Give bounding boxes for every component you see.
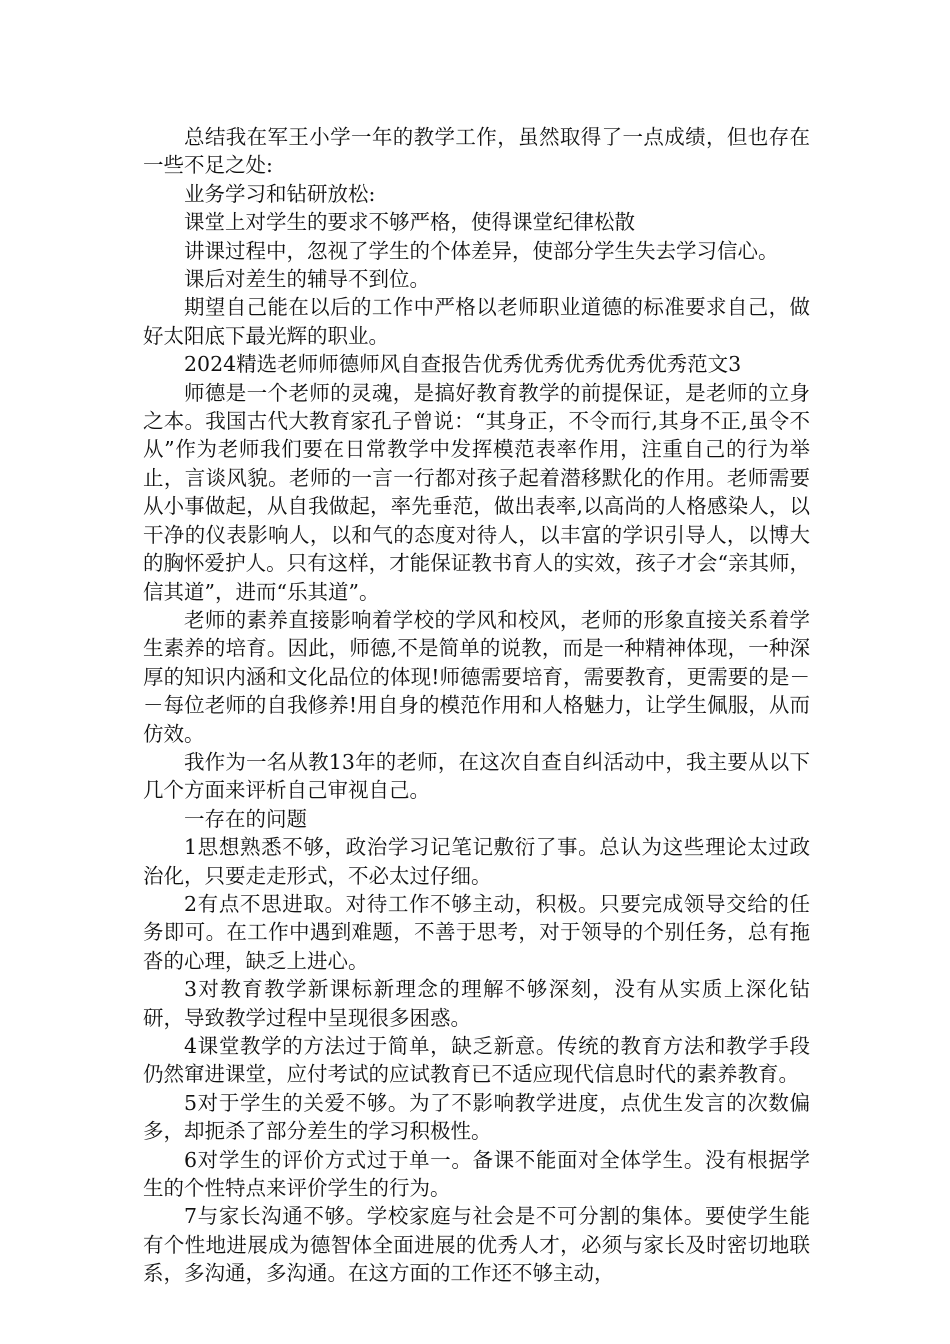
list-item-6: 6对学生的评价方式过于单一。备课不能面对全体学生。没有根据学生的个性特点来评价学生的行为。 bbox=[143, 1147, 810, 1201]
section-heading: 2024精选老师师德师风自查报告优秀优秀优秀优秀优秀范文3 bbox=[184, 352, 742, 377]
subheading-problems: 一存在的问题 bbox=[184, 806, 307, 831]
list-item-7: 7与家长沟通不够。学校家庭与社会是不可分割的集体。要使学生能有个性地进展成为德智体全面进展的优秀人才，必须与家长及时密切地联系，多沟通，多沟通。在这方面的工作还不够主动， bbox=[143, 1204, 810, 1286]
list-item-4: 4课堂教学的方法过于简单，缺乏新意。传统的教育方法和教学手段仍然窜进课堂，应付考试的应试教育已不适应现代信息时代的素养教育。 bbox=[143, 1034, 810, 1087]
list-item-3: 3对教育教学新课标新理念的理解不够深刻，没有从实质上深化钻研，导致教学过程中呈现很多困惑。 bbox=[143, 977, 810, 1030]
paragraph-6: 期望自己能在以后的工作中严格以老师职业道德的标准要求自己，做好太阳底下最光辉的职业。 bbox=[143, 295, 810, 348]
paragraph-10: 我作为一名从教13年的老师，在这次自查自纠活动中，我主要从以下几个方面来评析自己审视自己。 bbox=[143, 749, 810, 803]
list-item-1: 1思想熟悉不够，政治学习记笔记敷衍了事。总认为这些理论太过政治化，只要走走形式，不必太过仔细。 bbox=[143, 835, 810, 888]
paragraph-2: 业务学习和钻研放松: bbox=[184, 181, 376, 206]
paragraph-5: 课后对差生的辅导不到位。 bbox=[184, 267, 430, 292]
paragraph-1: 总结我在军王小学一年的教学工作，虽然取得了一点成绩，但也存在一些不足之处: bbox=[143, 125, 810, 178]
paragraph-9: 老师的素养直接影响着学校的学风和校风，老师的形象直接关系着学生素养的培育。因此，师德,不是简单的说教，而是一种精神体现，一种深厚的知识内涵和文化品位的体现!师德需要培育，需要教育，更需要的是－－每位老师的自我修养!用自身的模范作用和人格魅力，让学生佩服，从而仿效。 bbox=[143, 607, 810, 746]
list-item-5: 5对于学生的关爱不够。为了不影响教学进度，点优生发言的次数偏多，却扼杀了部分差生的学习积极性。 bbox=[143, 1090, 810, 1144]
paragraph-4: 讲课过程中，忽视了学生的个体差异，使部分学生失去学习信心。 bbox=[184, 238, 779, 263]
paragraph-8: 师德是一个老师的灵魂，是搞好教育教学的前提保证，是老师的立身之本。我国古代大教育家孔子曾说：“其身正，不令而行,其身不正,虽令不从”作为老师我们要在日常教学中发挥模范表率作用，注重自己的行为举止，言谈风貌。老师的一言一行都对孩子起着潜移默化的作用。老师需要从小事做起，从自我做起，率先垂范，做出表率,以高尚的人格感染人，以干净的仪表影响人，以和气的态度对待人，以丰富的学识引导人，以博大的胸怀爱护人。只有这样，才能保证教书育人的实效，孩子才会“亲其师，信其道”，进而“乐其道”。 bbox=[143, 380, 810, 604]
list-item-2: 2有点不思进取。对待工作不够主动，积极。只要完成领导交给的任务即可。在工作中遇到难题，不善于思考，对于领导的个别任务，总有拖沓的心理，缺乏上进心。 bbox=[143, 891, 810, 973]
paragraph-3: 课堂上对学生的要求不够严格，使得课堂纪律松散 bbox=[184, 210, 635, 235]
document-page bbox=[143, 123, 810, 1288]
